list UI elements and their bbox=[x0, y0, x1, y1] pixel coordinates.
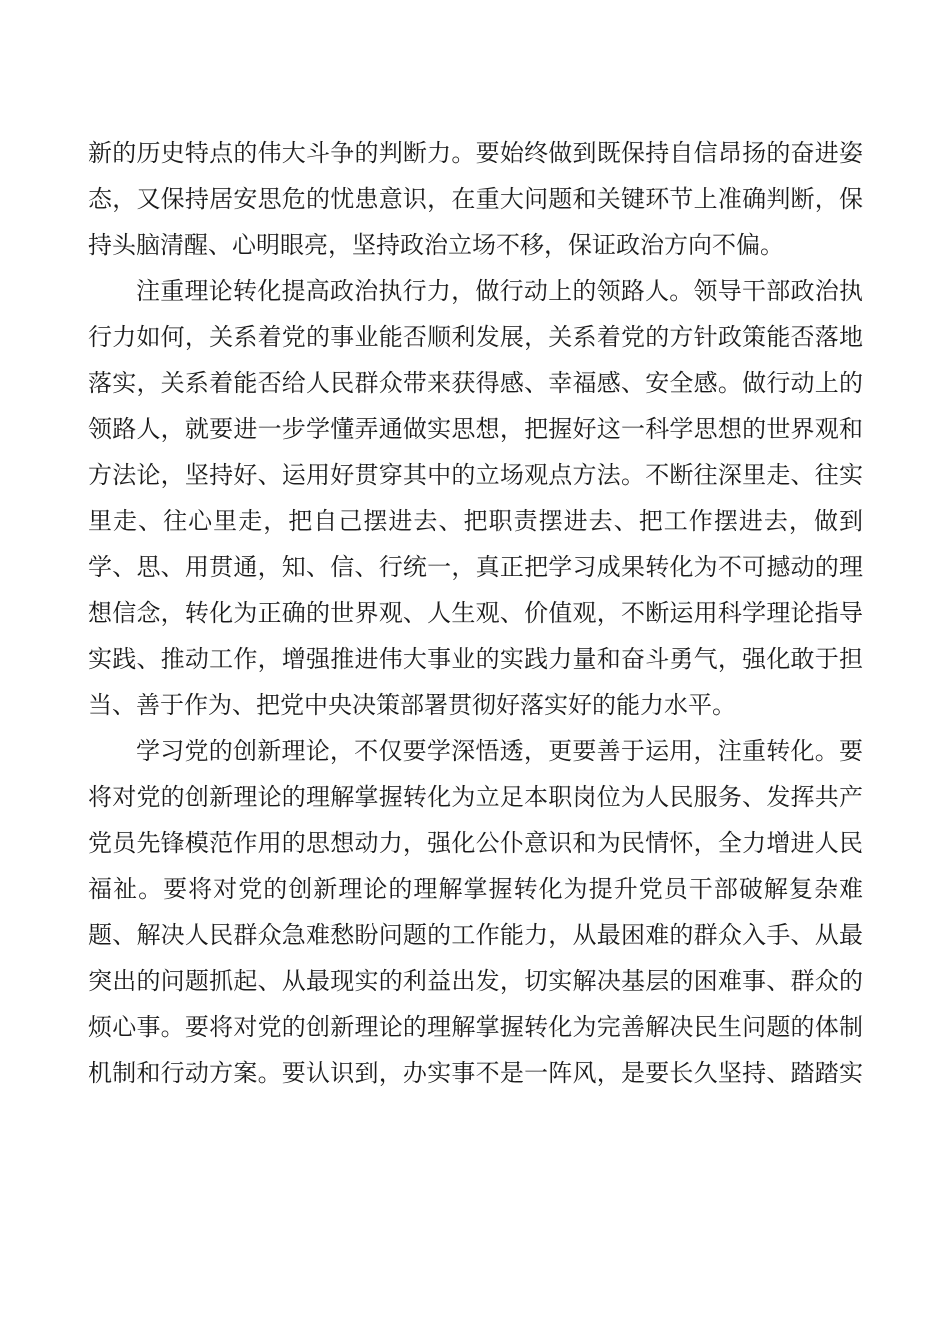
text-line: 烦心事。要将对党的创新理论的理解掌握转化为完善解决民生问题的体制 bbox=[88, 1013, 863, 1041]
text-line: 注重理论转化提高政治执行力，做行动上的领路人。领导干部政治执 bbox=[136, 277, 863, 305]
text-line: 党员先锋模范作用的思想动力，强化公仆意识和为民情怀，全力增进人民 bbox=[88, 829, 863, 857]
text-line: 落实，关系着能否给人民群众带来获得感、幸福感、安全感。做行动上的 bbox=[88, 369, 863, 397]
text-line: 学习党的创新理论，不仅要学深悟透，更要善于运用，注重转化。要 bbox=[136, 737, 863, 765]
text-line: 当、善于作为、把党中央决策部署贯彻好落实好的能力水平。 bbox=[88, 691, 736, 719]
text-line: 题、解决人民群众急难愁盼问题的工作能力，从最困难的群众入手、从最 bbox=[88, 921, 863, 949]
text-line: 里走、往心里走，把自己摆进去、把职责摆进去、把工作摆进去，做到 bbox=[88, 507, 863, 535]
paragraph bbox=[88, 728, 863, 1096]
text-line: 突出的问题抓起、从最现实的利益出发，切实解决基层的困难事、群众的 bbox=[88, 967, 863, 995]
text-line: 将对党的创新理论的理解掌握转化为立足本职岗位为人民服务、发挥共产 bbox=[88, 783, 863, 811]
paragraph bbox=[88, 130, 863, 268]
text-line: 想信念，转化为正确的世界观、人生观、价值观，不断运用科学理论指导 bbox=[88, 599, 863, 627]
text-line: 行力如何，关系着党的事业能否顺利发展，关系着党的方针政策能否落地 bbox=[88, 323, 863, 351]
text-line: 实践、推动工作，增强推进伟大事业的实践力量和奋斗勇气，强化敢于担 bbox=[88, 645, 863, 673]
document-body bbox=[88, 130, 863, 1096]
text-line: 机制和行动方案。要认识到，办实事不是一阵风，是要长久坚持、踏踏实 bbox=[88, 1059, 863, 1087]
text-line: 福祉。要将对党的创新理论的理解掌握转化为提升党员干部破解复杂难 bbox=[88, 875, 863, 903]
text-line: 学、思、用贯通，知、信、行统一，真正把学习成果转化为不可撼动的理 bbox=[88, 553, 863, 581]
text-line: 态，又保持居安思危的忧患意识，在重大问题和关键环节上准确判断，保 bbox=[88, 185, 863, 213]
text-line: 领路人，就要进一步学懂弄通做实思想，把握好这一科学思想的世界观和 bbox=[88, 415, 863, 443]
text-line: 持头脑清醒、心明眼亮，坚持政治立场不移，保证政治方向不偏。 bbox=[88, 231, 784, 259]
text-line: 新的历史特点的伟大斗争的判断力。要始终做到既保持自信昂扬的奋进姿 bbox=[88, 139, 863, 167]
paragraph bbox=[88, 268, 863, 728]
text-line: 方法论，坚持好、运用好贯穿其中的立场观点方法。不断往深里走、往实 bbox=[88, 461, 863, 489]
